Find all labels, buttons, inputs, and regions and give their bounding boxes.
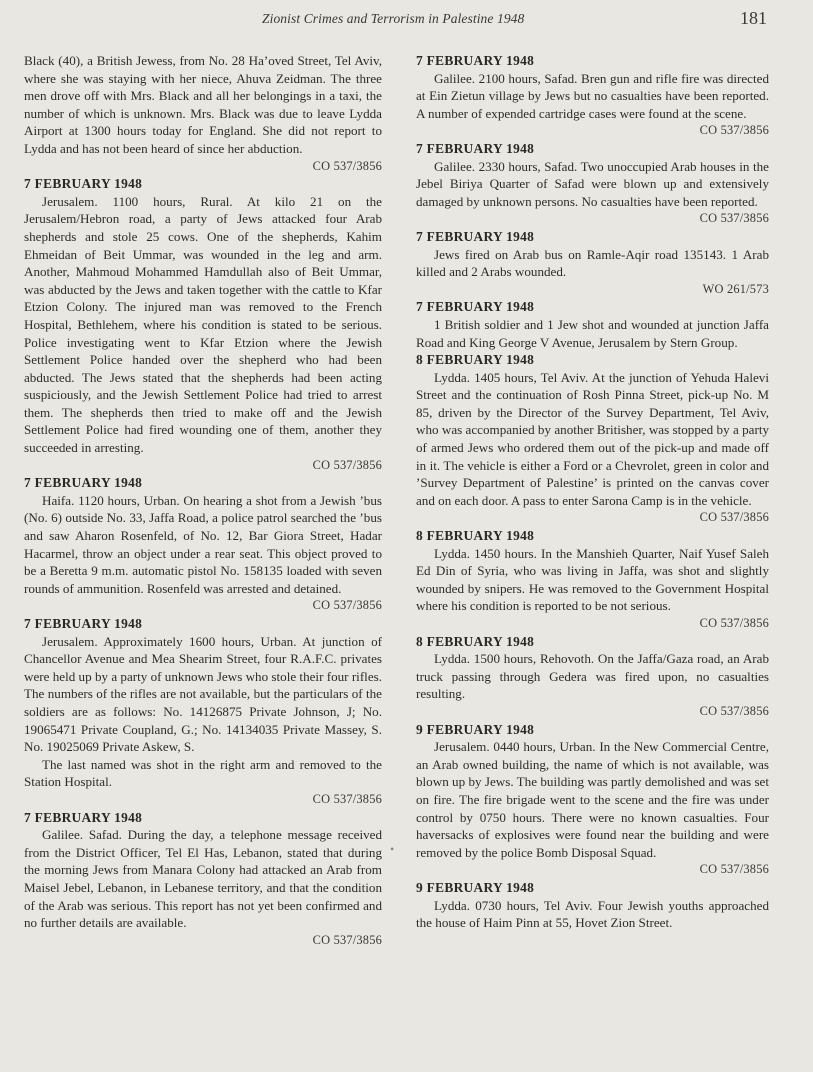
entry-date: 7 FEBRUARY 1948 <box>24 809 143 825</box>
entry-text: Jerusalem. 1100 hours, Rural. At kilo 21 on the Jerusalem/Hebron road, a party of Jews attacked four Arab shepherds and stole 25 cows. One of the shepherds, Kahim Ehmeidan of Beit Ummar, was wounded in the leg and arm. Another, Mahmoud Mohammed Hamdullah also of Beit Ummar, was abducted by the Jews and taken together with the cattle to Kfar Etzion Colony. The injured man was removed to the French Hospital, Bethlehem, where his condition is stated to be serious. Police investigating went to Kfar Etzion where the Jewish Settlement Police handed over the shepherd who had been abducted. The Jews stated that the shepherds had been acting suspiciously, and the Jewish Settlement Police had tried to arrest them. The shepherds then tried to make off and the Jewish Settlement Police had fired wounding one of them, another they succeeded in arresting. <box>24 193 382 456</box>
entry-date: 8 FEBRUARY 1948 <box>416 352 535 368</box>
log-entry <box>416 633 769 721</box>
entry-date: 7 FEBRUARY 1948 <box>416 299 535 315</box>
entry-text: Lydda. 1450 hours. In the Manshieh Quarter, Naif Yusef Saleh Ed Din of Syria, who was living in Jaffa, was shot and slightly wounded by snipers. He was removed to the Government Hospital where his condition is reported to be not serious. <box>416 545 769 614</box>
right-column <box>416 52 769 932</box>
source-reference: WO 261/573 <box>702 281 769 296</box>
source-reference: CO 537/3856 <box>699 123 769 138</box>
entry-date: 7 FEBRUARY 1948 <box>24 176 143 192</box>
entry-text: Galilee. 2330 hours, Safad. Two unoccupied Arab houses in the Jebel Biriya Quarter of Safad were blown up and extensively damaged by unknown persons. No casualties have been reported. <box>416 158 769 209</box>
source-reference: CO 537/3856 <box>699 862 769 877</box>
log-entry <box>416 140 769 228</box>
entry-text: Lydda. 0730 hours, Tel Aviv. Four Jewish youths approached the house of Haim Pinn at 55, Hovet Zion Street. <box>416 897 769 931</box>
entry-text: Black (40), a British Jewess, from No. 28 Ha’oved Street, Tel Aviv, where she was staying with her niece, Ahuva Zeidman. The three men drove off with Mrs. Black and all her belongings in a taxi, the number of which is unknown. Mrs. Black was due to leave Lydda Airport at 1300 hours today for England. She did not report to Lydda and has not been heard of since her abduction. <box>24 53 382 156</box>
log-entry <box>24 175 382 474</box>
entry-text: Haifa. 1120 hours, Urban. On hearing a shot from a Jewish ’bus (No. 6) outside No. 33, Jaffa Road, a police patrol searched the ’bus and saw Aharon Rosenfeld, of No. 12, Bar Giora Street, Hadar Hacarmel, throw an object under a rear seat. This object proved to be a Beretta 9 m.m. automatic pistol No. 158135 loaded with seven rounds of ammunition. Rosenfeld was arrested and detained. <box>24 492 382 596</box>
entry-text: Galilee. 2100 hours, Safad. Bren gun and rifle fire was directed at Ein Zietun village by Jews but no casualties have been reported. A number of expended cartridge cases were found at the scene. <box>416 70 769 121</box>
source-reference: CO 537/3856 <box>699 510 769 525</box>
source-reference: CO 537/3856 <box>312 158 382 173</box>
page-number: 181 <box>740 8 767 28</box>
left-column <box>24 52 382 949</box>
entry-date: 8 FEBRUARY 1948 <box>416 633 535 649</box>
entry-text: Jerusalem. Approximately 1600 hours, Urban. At junction of Chancellor Avenue and Mea Shearim Street, four R.A.F.C. privates were held up by a party of unknown Jews who stole their four rifles. The numbers of the rifles are not available, but the particulars of the soldiers are as follows: No. 14126875 Private Johnson, J; No. 19065471 Private Coupland, G.; No. 14134035 Private Massey, S. No. 19025069 Private Askew, S. <box>24 633 382 755</box>
page-header <box>0 8 813 34</box>
entry-date: 9 FEBRUARY 1948 <box>416 721 535 737</box>
source-reference: CO 537/3856 <box>699 616 769 630</box>
log-entry <box>24 474 382 615</box>
log-entry <box>416 52 769 140</box>
entry-date: 7 FEBRUARY 1948 <box>24 616 143 631</box>
source-reference: CO 537/3856 <box>699 211 769 226</box>
log-entry <box>416 351 769 527</box>
entry-date: 7 FEBRUARY 1948 <box>416 140 535 156</box>
log-entry <box>416 298 769 351</box>
source-reference: CO 537/3856 <box>699 703 769 718</box>
entry-text: The last named was shot in the right arm and removed to the Station Hospital. <box>24 756 382 790</box>
entry-date: 7 FEBRUARY 1948 <box>416 53 535 68</box>
entry-date: 7 FEBRUARY 1948 <box>416 228 535 244</box>
entry-text: Jerusalem. 0440 hours, Urban. In the New Commercial Centre, an Arab owned building, the name of which is not available, was blown up by Jews. The building was partly demolished and was set on fire. The fire brigade went to the scene and the fire was under control by 0750 hours. There were no known casualties. Four haversacks of explosives were found near the building and were removed by the police Bomb Disposal Squad. <box>416 739 769 860</box>
running-title: Zionist Crimes and Terrorism in Palestine 1948 <box>262 11 525 26</box>
entry-text: 1 British soldier and 1 Jew shot and wounded at junction Jaffa Road and King George V Avenue, Jerusalem by Stern Group. <box>416 316 769 350</box>
entry-date: 7 FEBRUARY 1948 <box>24 475 143 491</box>
log-entry <box>24 809 382 950</box>
entry-date: 8 FEBRUARY 1948 <box>416 528 535 544</box>
log-entry <box>24 52 382 175</box>
log-entry <box>416 879 769 932</box>
source-reference: CO 537/3856 <box>312 457 382 472</box>
log-entry <box>416 527 769 633</box>
entry-text: Lydda. 1405 hours, Tel Aviv. At the junction of Yehuda Halevi Street and the continuation of Rosh Pinna Street, pick-up No. M 85, driven by the Director of the Survey Department, Tel Aviv, who was accompanied by another Britisher, was stopped by a party of armed Jews who ordered them out of the pick-up and made off in it. The vehicle is either a Ford or a Chevrolet, green in color and ’Survey Department of Palestine’ is printed on the canvas cover and on each door. A pass to enter Sarona Camp is in the vehicle. <box>416 369 769 508</box>
source-reference: CO 537/3856 <box>312 791 382 806</box>
entry-text: Lydda. 1500 hours, Rehovoth. On the Jaffa/Gaza road, an Arab truck passing through Gedera was fired upon, no casualties resulting. <box>416 651 769 702</box>
source-reference: CO 537/3856 <box>312 598 382 613</box>
log-entry <box>416 228 769 298</box>
margin-mark: • <box>390 842 395 856</box>
log-entry <box>24 615 382 809</box>
log-entry <box>416 721 769 879</box>
entry-text: Jews fired on Arab bus on Ramle-Aqir road 135143. 1 Arab killed and 2 Arabs wounded. <box>416 246 769 280</box>
entry-date: 9 FEBRUARY 1948 <box>416 879 535 895</box>
source-reference: CO 537/3856 <box>312 932 382 947</box>
entry-text: Galilee. Safad. During the day, a telephone message received from the District Officer, Tel El Has, Lebanon, stated that during the morning Jews from Manara Colony had attacked an Arab from Maisel Jebel, Lebanon, in Lebanese territory, and that the condition of the Arab was serious. This report has not yet been confirmed and no further details are available. <box>24 827 382 931</box>
